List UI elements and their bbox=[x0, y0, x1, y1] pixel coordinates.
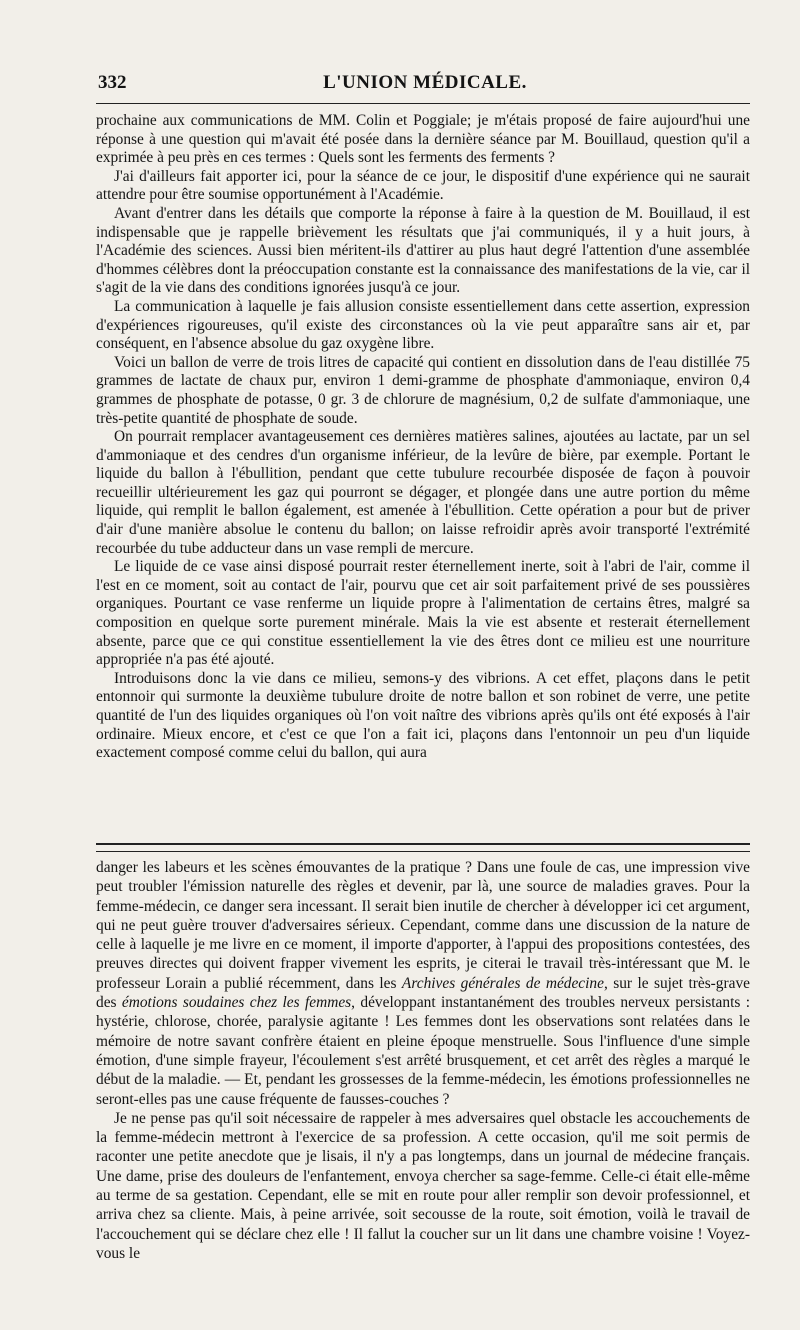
page-number: 332 bbox=[98, 72, 127, 93]
running-title: L'UNION MÉDICALE. bbox=[323, 72, 527, 93]
feuilleton-article bbox=[96, 858, 750, 1263]
paragraph: Le liquide de ce vase ainsi disposé pourrait rester éternellement inerte, soit à l'abri de l'air, comme il l'est en ce moment, soit au contact de l'air, pourvu que cet air soit parfaitement privé de ses poussières organiques. Pourtant ce vase renferme un liquide propre à l'alimentation de certains êtres, malgré sa composition en quelque sorte purement minérale. Mais la vie est absente et resterait éternellement absente, parce que ce qui constitue essentiellement la vie des êtres dont ce milieu est une nourriture appropriée n'a pas été ajouté. bbox=[96, 558, 750, 669]
paragraph: On pourrait remplacer avantageusement ces dernières matières salines, ajoutées au lactate, par un sel d'ammoniaque et des cendres d'un organisme inférieur, de la levûre de bière, par exemple. Portant le liquide du ballon à l'ébullition, pendant que cette tubulure recourbée disposée de façon à pouvoir recueillir ultérieurement les gaz qui pourront se dégager, et plongée dans une autre portion du même liquide, qui remplit le ballon également, est amenée à l'ébullition. Cette opération a pour but de priver d'air d'une manière absolue le contenu du ballon; on laisse refroidir après avoir transporté l'extrémité recourbée du tube adducteur dans un vase rempli de mercure. bbox=[96, 428, 750, 557]
text-run: , développant instantanément des troubles nerveux persistants : hystérie, chlorose, chorée, paralysie agitante ! Les femmes dont les observations sont relatées dans le mémoire de notre savant confrère étaient en pleine époque menstruelle. Sous l'influence d'une simple émotion, d'une simple frayeur, l'écoulement s'est arrêté brusquement, et cet arrêt des règles a marqué le début de la maladie. — Et, pendant les grossesses de la femme-médecin, les émotions professionnelles ne seront-elles pas une cause fréquente de fausses-couches ? bbox=[96, 994, 750, 1108]
paragraph: Introduisons donc la vie dans ce milieu, semons-y des vibrions. A cet effet, plaçons dans le petit entonnoir qui surmonte la deuxième tubulure droite de notre ballon et son robinet de verre, une petite quantité de l'un des liquides organiques où l'on voit naître des vibrions après qu'ils ont été exposés à l'air ordinaire. Mieux encore, et c'est ce que l'on a fait ici, plaçons dans l'entonnoir un peu d'un liquide exactement composé comme celui du ballon, qui aura bbox=[96, 669, 750, 762]
page-header bbox=[98, 72, 752, 100]
header-rule bbox=[96, 103, 750, 104]
paragraph: La communication à laquelle je fais allusion consiste essentiellement dans cette assertion, expression d'expériences rigoureuses, qu'il existe des circonstances où la vie peut apparaître sans air et, par conséquent, en l'absence absolue du gaz oxygène libre. bbox=[96, 297, 750, 353]
text-run: danger les labeurs et les scènes émouvantes de la pratique ? Dans une foule de cas, une impression vive peut troubler l'émission naturelle des règles et devenir, par là, une source de maladies graves. Pour la femme-médecin, ce danger sera incessant. Il serait bien inutile de chercher à développer ici cet argument, qui ne peut guère trouver d'adversaires sérieux. Cependant, comme dans une discussion de la nature de celle à laquelle je me livre en ce moment, il importe d'apporter, à l'appui des propositions contestées, des preuves directes qui doivent frapper vivement les esprits, je citerai le travail très-intéressant que M. le professeur Lorain a publié récemment, dans les bbox=[96, 859, 750, 992]
paragraph: Avant d'entrer dans les détails que comporte la réponse à faire à la question de M. Bouillaud, il est indispensable que je rappelle brièvement les résultats que j'ai communiqués, il y a huit jours, à l'Académie des sciences. Aussi bien méritent-ils d'attirer au plus haut degré l'attention d'une assemblée d'hommes célèbres dont la préoccupation constante est la connaissance des manifestations de la vie, car il s'agit de la vie dans des conditions ignorées jusqu'à ce jour. bbox=[96, 204, 750, 297]
paragraph: prochaine aux communications de MM. Colin et Poggiale; je m'étais proposé de faire aujourd'hui une réponse à une question qui m'avait été posée dans la dernière séance par M. Bouillaud, question qu'il a exprimée à peu près en ces termes : Quels sont les ferments des ferments ? bbox=[96, 112, 750, 167]
paragraph bbox=[96, 858, 750, 1109]
journal-title: Archives générales de médecine bbox=[401, 974, 604, 992]
article-subject: émotions soudaines chez les femmes bbox=[121, 994, 352, 1012]
text-run: , sur le sujet très-grave des bbox=[96, 974, 750, 1012]
paragraph: Je ne pense pas qu'il soit nécessaire de rappeler à mes adversaires quel obstacle les accouchements de la femme-médecin mettront à l'exercice de sa profession. A cette occasion, qu'il me soit permis de raconter une petite anecdote que je lisais, il n'y a pas longtemps, dans un journal de médecine français. Une dame, prise des douleurs de l'enfantement, envoya chercher sa sage-femme. Celle-ci était elle-même au terme de sa gestation. Cependant, elle se mit en route pour aller remplir son devoir professionnel, et arriva chez sa cliente. Mais, à peine arrivée, soit secousse de la route, soit émotion, voilà le travail de l'accouchement qui se déclare chez elle ! Il fallut la coucher sur un lit dans une chambre voisine ! Voyez-vous le bbox=[96, 1109, 750, 1262]
paragraph: Voici un ballon de verre de trois litres de capacité qui contient en dissolution dans de l'eau distillée 75 grammes de lactate de chaux pur, environ 1 demi-gramme de phosphate d'ammoniaque, environ 0,4 grammes de phosphate de potasse, 0 gr. 3 de chlorure de magnésium, 0,2 de sulfate d'ammoniaque, une très-petite quantité de phosphate de soude. bbox=[96, 353, 750, 427]
paragraph: J'ai d'ailleurs fait apporter ici, pour la séance de ce jour, le dispositif d'une expérience qui ne saurait attendre pour être soumise opportunément à l'Académie. bbox=[96, 167, 750, 204]
main-article bbox=[96, 112, 750, 763]
feuilleton-separator bbox=[96, 843, 750, 852]
